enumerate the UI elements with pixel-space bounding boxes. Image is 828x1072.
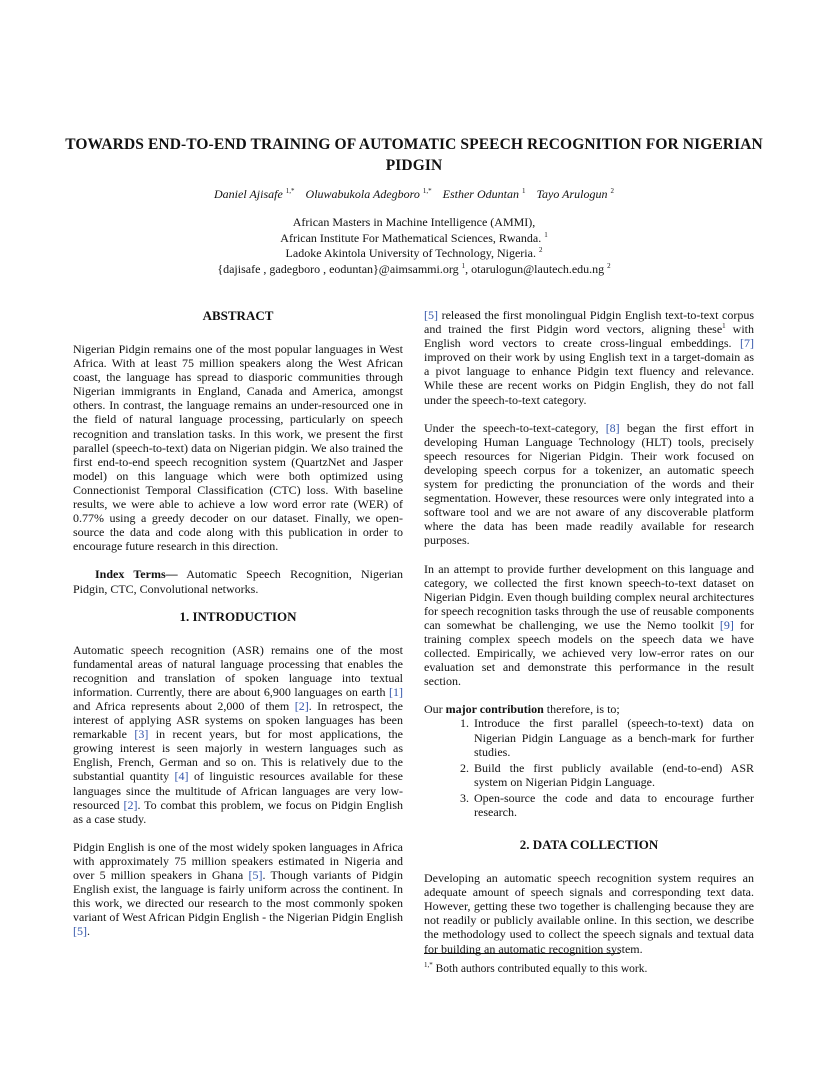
intro-heading: 1. INTRODUCTION — [179, 608, 297, 624]
data-collection-heading: 2. DATA COLLECTION — [519, 837, 659, 853]
related-work-paragraph-1: [5] released the first monolingual Pidgin English text-to-text corpus and trained the first Pidgin word vectors, aligning these$^1$ with English word vectors to create cross-lingual embeddings. [7] improved on their work by using English text in a target-domain as a pivot language to enhance Pidgin text fluency and relevance. While these are recent works on Pidgin English, they do not fall under the speech-to-text category. — [424, 308, 754, 407]
contribution-item: 3. Open-source the code and data to encourage further research. — [472, 791, 754, 819]
email-line: {dajisafe , gadegboro , eoduntan}@aimsammi.org $^1$, otarulogun@lautech.edu.ng $^2$ — [217, 261, 611, 276]
citation-link[interactable]: [9] — [719, 617, 734, 632]
affiliation-line: African Masters in Machine Intelligence (AMMI), — [292, 215, 536, 229]
right-column — [424, 308, 754, 970]
citation-link[interactable]: [1] — [389, 684, 403, 699]
citation-link[interactable]: [5] — [248, 868, 263, 882]
affiliation-line: African Institute For Mathematical Sciences, Rwanda. $^1$ — [280, 230, 548, 245]
citation-link[interactable]: [4] — [174, 769, 189, 784]
paper-title: TOWARDS END-TO-END TRAINING OF AUTOMATIC SPEECH RECOGNITION FOR NIGERIAN PIDGIN — [65, 136, 763, 174]
author-1: Daniel Ajisafe $^{1,*}$ — [214, 187, 295, 201]
motivation-paragraph: In an attempt to provide further development on this language and category, we collected the first known speech-to-text dataset on Nigerian Pidgin. Even though building complex neural architectures for speech recognition tasks through the use of reusable components can somewhat be challenging, we use the Nemo toolkit [9] for training complex speech models on the speech data we have collected. Empirically, we achieved very low-error rates on our evaluation set and demonstrate this performance in the result section. — [424, 561, 754, 689]
footnote-mark: 1 — [722, 322, 726, 331]
footnote: $^{1,*}$ Both authors contributed equally to this work. — [424, 961, 648, 975]
citation-link[interactable]: [2] — [294, 698, 309, 713]
citation-link[interactable]: [5] — [424, 308, 438, 322]
intro-paragraph-2: Pidgin English is one of the most widely spoken languages in Africa with approximately 75 million speakers estimated in Nigeria and over 5 million speakers in Ghana [5]. Though variants of Pidgin English exist, the language is fairly uniform across the continent. In this work, we directed our research to the most commonly spoken variant of West African Pidgin English - the Nigerian Pidgin English [5]. — [73, 839, 403, 939]
data-collection-paragraph: Developing an automatic speech recognition system requires an adequate amount of speech signals and corresponding text data. However, getting these two together is challenging because they are not readily or publicly available online. In this section, we describe the methodology used to collect the speech signals and textual data for building an automatic recognition system. — [424, 871, 754, 956]
citation-link[interactable]: [8] — [605, 420, 620, 435]
contribution-list — [424, 716, 754, 819]
index-terms: Index Terms— Automatic Speech Recognition, Nigerian Pidgin, CTC, Convolutional networks. — [73, 567, 403, 596]
author-3: Esther Oduntan $^1$ — [442, 187, 526, 201]
author-list — [60, 186, 768, 202]
abstract-text: Nigerian Pidgin remains one of the most popular languages in West Africa. With at least 75 million speakers along the West African coast, the language has spread to diasporic communities through Nigerian immigrants in England, Canada and America, amongst others. In contrast, the language remains an under-resourced one in the field of natural language processing, particularly on speech recognition and translation tasks. In this work, we present the first parallel (speech-to-text) data on Nigerian pidgin. We also trained the first end-to-end speech recognition system (QuartzNet and Jasper model) on this language which were both optimized using Connectionist Temporal Classification (CTC) loss. With baseline results, we were able to achieve a low word error rate (WER) of 0.77% using a greedy decoder on our dataset. Finally, we open-source the data and code along with this publication in order to encourage future research in this direction. — [73, 342, 403, 554]
author-4: Tayo Arulogun $^2$ — [536, 187, 614, 201]
citation-link[interactable]: [3] — [134, 727, 149, 742]
left-column — [73, 308, 403, 952]
related-work-paragraph-2: Under the speech-to-text-category, [8] began the first effort in developing Human Language Technology (HLT) tools, precisely speech resources for Nigerian Pidgin. Their work focused on developing speech corpus for a tokenizer, an automatic speech system for predicting the pronunciation of the words and their segmentation. However, these resources were only integrated into a software tool and we are not aware of any discoverable platform where the data has been made readily available for research purposes. — [424, 420, 754, 548]
citation-link[interactable]: [2] — [123, 797, 138, 812]
contribution-intro: Our major contribution therefore, is to; — [424, 702, 620, 717]
footnote-divider — [424, 953, 620, 954]
citation-link[interactable]: [5] — [73, 924, 87, 939]
affiliations — [60, 215, 768, 277]
affiliation-line: Ladoke Akintola University of Technology, Nigeria. $^2$ — [285, 246, 543, 260]
contribution-item: 2. Build the first publicly available (end-to-end) ASR system on Nigerian Pidgin Language. — [472, 761, 754, 789]
abstract-heading: ABSTRACT — [202, 308, 274, 323]
author-2: Oluwabukola Adegboro $^{1,*}$ — [305, 187, 432, 201]
intro-paragraph-1: Automatic speech recognition (ASR) remains one of the most fundamental areas of natural language processing that enables the recognition and translation of spoken language into textual information. Currently, there are about 6,900 languages on earth [1] and Africa represents about 2,000 of them [2]. In retrospect, the interest of applying ASR systems on spoken languages has been remarkable [3] in recent years, but for most applications, the growing interest is seen majorly in western languages such as English, French, German and so on. This is relatively due to the substantial quantity [4] of linguistic resources available for these languages since the multitude of African languages are very low-resourced [2]. To combat this problem, we focus on Pidgin English as a case study. — [73, 642, 403, 826]
citation-link[interactable]: [7] — [740, 336, 754, 351]
contribution-item: 1. Introduce the first parallel (speech-to-text) data on Nigerian Pidgin Language as a bench-mark for further studies. — [472, 716, 754, 758]
